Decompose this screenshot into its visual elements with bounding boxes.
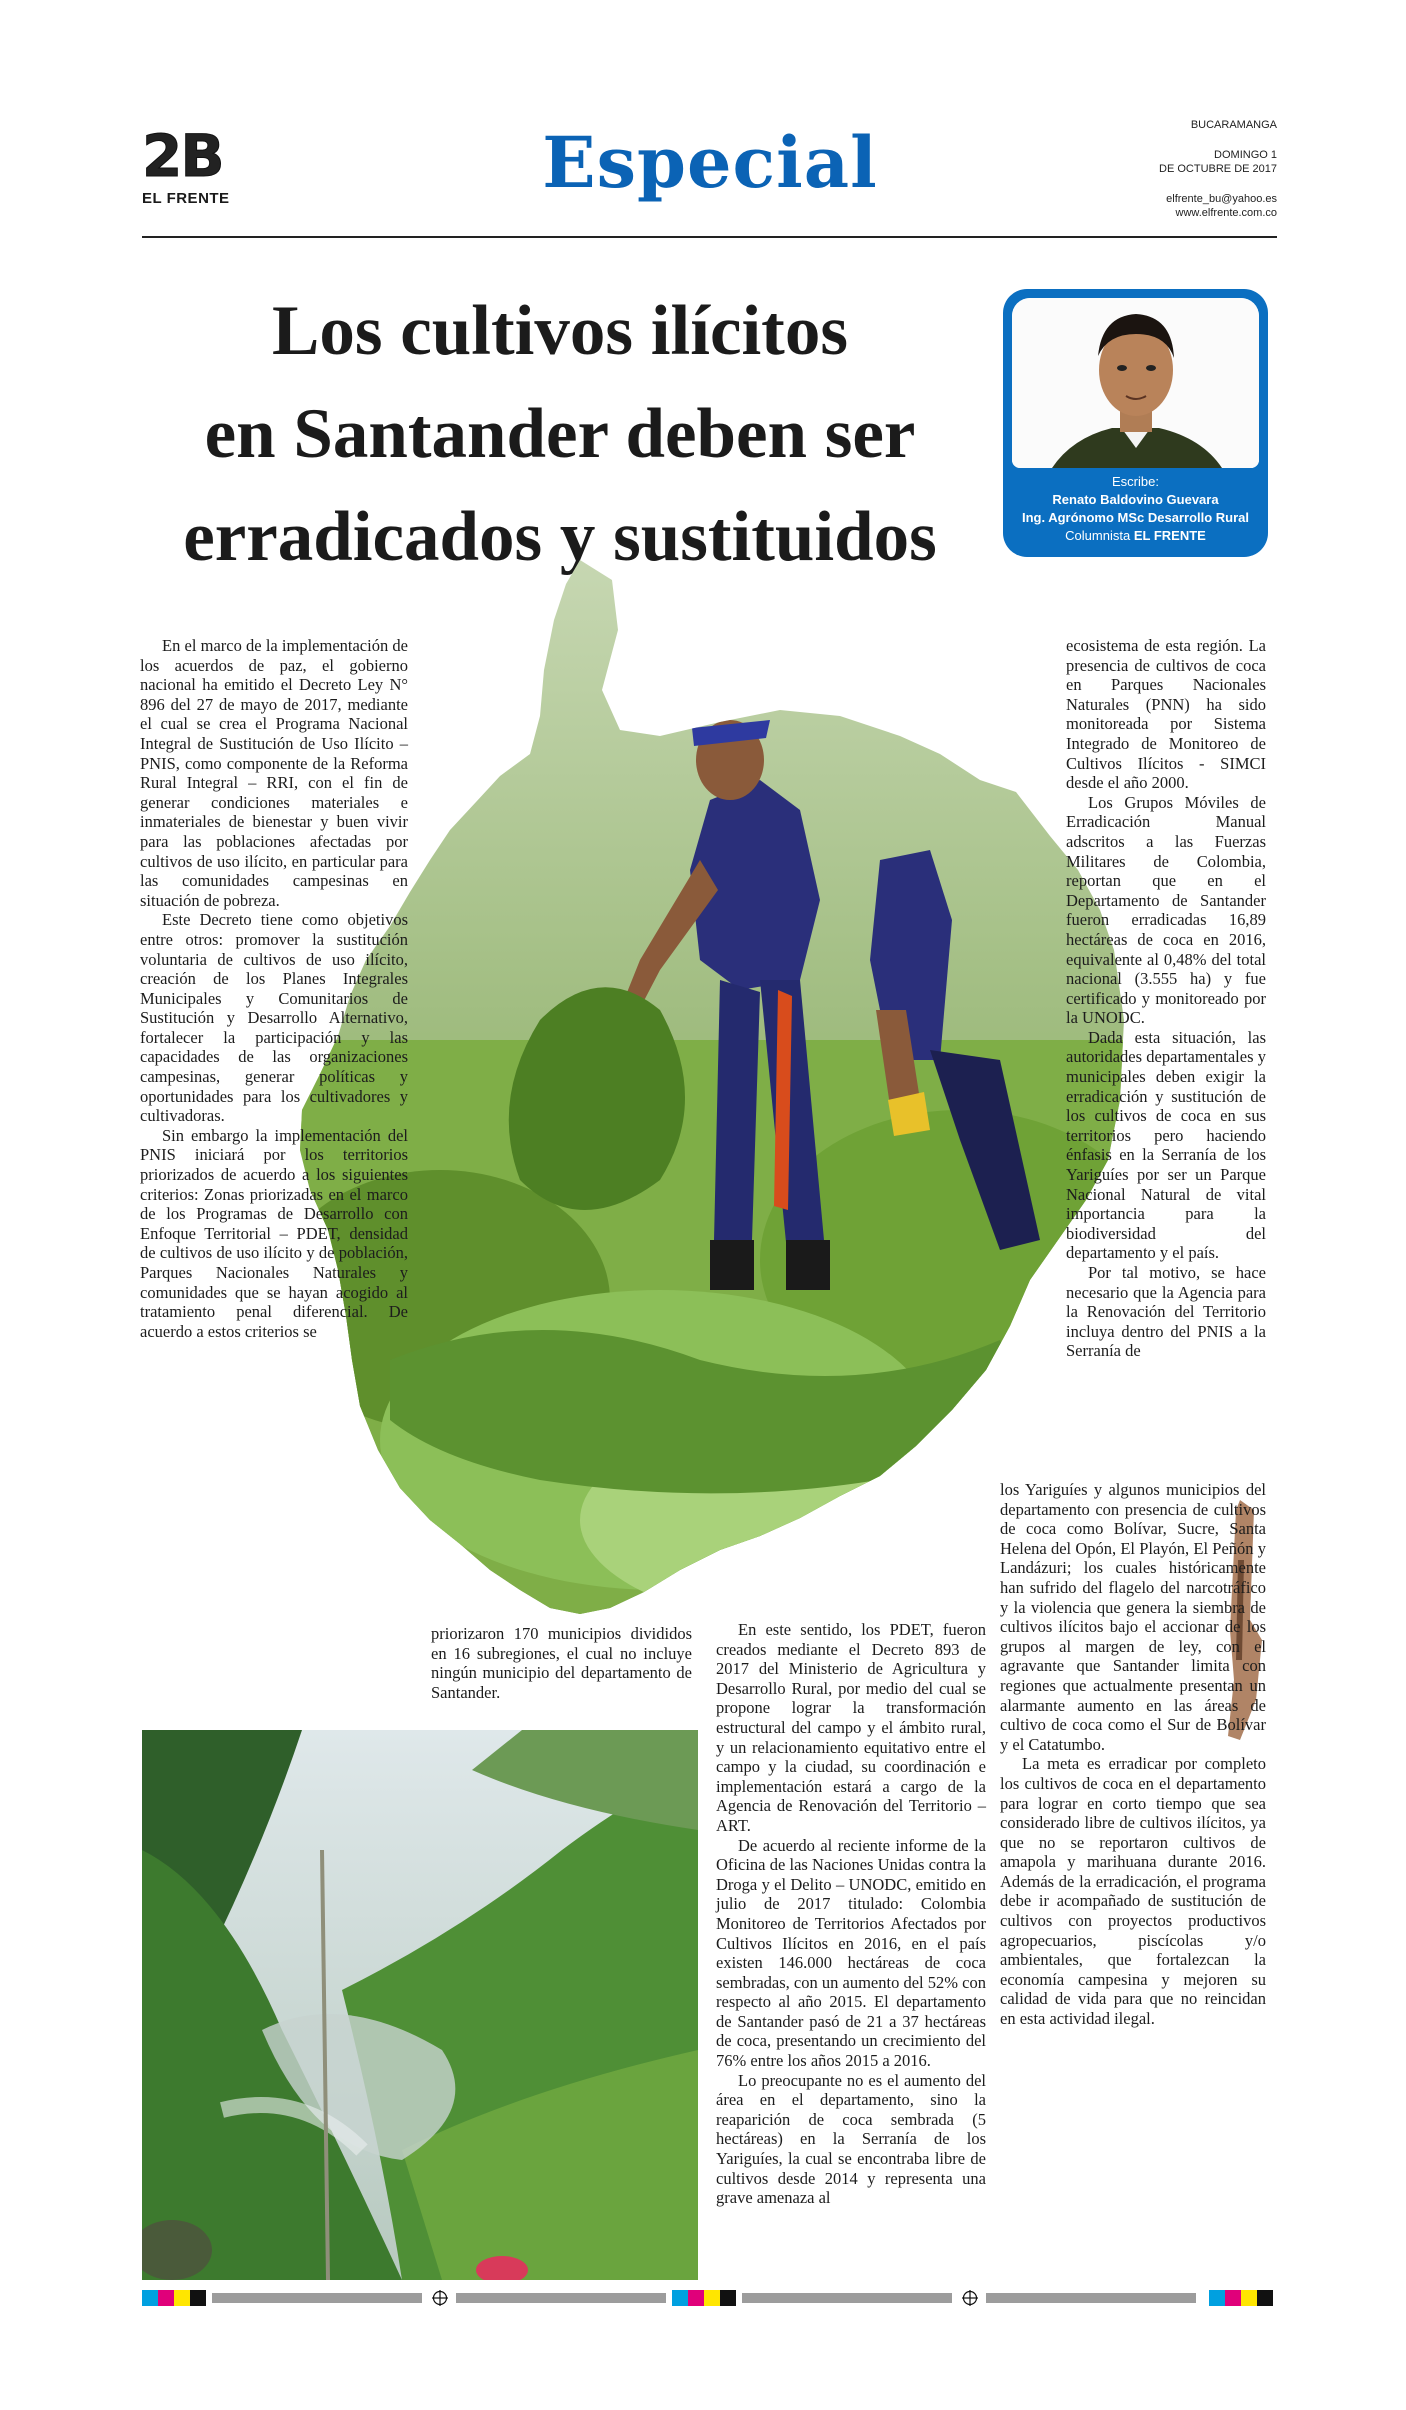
website[interactable]: www.elfrente.com.co (1175, 207, 1277, 219)
paragraph: Lo preocupante no es el aumento del área en el departamento, sino la reaparición de coca sembrada (5 hectáreas) en la Serranía de los Yariguíes, la cual se encontraba libre de cultivos desde 2014 y representa una grave amenaza al (716, 2070, 986, 2208)
article-column-1 (140, 636, 408, 1341)
paragraph: Sin embargo la implementación del PNIS iniciará por los territorios priorizados de acuerdo a los siguientes criterios: Zonas priorizadas en el marco de los Programas de Desarrollo con Enfoque Territorial – PDET, densidad de cultivos de uso ilícito y de población, Parques Nacionales Naturales y comunidades que se hayan acogido al tratamiento penal diferencial. De acuerdo a estos criterios se (140, 1125, 408, 1341)
date: DE OCTUBRE DE 2017 (1159, 163, 1277, 175)
page-number: 2B (142, 122, 223, 190)
section-title: Especial (542, 121, 878, 204)
paragraph: La meta es erradicar por completo los cultivos de coca en el departamento para lograr en corto tiempo que sea considerado libre de cultivos ilícitos, ya que no se reportaron cultivos de amapola y marihuana durante 2016. Además de la erradicación, el programa debe ir acompañado de sustitución de cultivos con proyectos productivos agropecuarios, piscícolas y/o ambientales, que fortalezcan la economía campesina y mejoren su calidad de vida para que no reincidan en esta actividad ilegal. (1000, 1754, 1266, 2029)
paragraph: Por tal motivo, se hace necesario que la Agencia para la Renovación del Territorio incluya dentro del PNIS a la Serranía de (1066, 1263, 1266, 1361)
registration-target-icon (432, 2290, 448, 2306)
black-swatch (1257, 2290, 1273, 2306)
author-name: Renato Baldovino Guevara (1052, 492, 1219, 507)
paper-name: EL FRENTE (142, 190, 230, 207)
paragraph: Dada esta situación, las autoridades departamentales y municipales deben exigir la erradicación y sustitución de los cultivos de coca en sus territorios pero haciendo énfasis en la Serranía de los Yariguíes por ser un Parque Nacional Natural de vital importancia para la biodiversidad del departamento y el país. (1066, 1027, 1266, 1263)
magenta-swatch (1225, 2290, 1241, 2306)
paragraph: En este sentido, los PDET, fueron creados mediante el Decreto 893 de 2017 del Ministerio de Agricultura y Desarrollo Rural, por medio del cual se propone lograr la transformación estructural del campo y el ámbito rural, y un relacionamiento equitativo entre el campo y la ciudad, su coordinación e implementación estará a cargo de la Agencia de Renovación del Territorio – ART. (716, 1620, 986, 1835)
article-column-2 (431, 1624, 692, 1702)
grey-bar (986, 2293, 1196, 2303)
author-title: Ing. Agrónomo MSc Desarrollo Rural (1021, 510, 1250, 525)
paragraph: los Yariguíes y algunos municipios del departamento con presencia de cultivos de coca como Bolívar, Sucre, Santa Helena del Opón, El Playón, El Peñón y Landázuri; los cuales históricamente han sufrido del flagelo del narcotráfico y la violencia que genera la siembra de cultivos ilícitos bajo el accionar de los grupos al margen de ley, con el agravante que Santander limita con regiones que actualmente presentan un alarmante aumento en las áreas de cultivo de coca como el Sur de Bolívar y el Catatumbo. (1000, 1480, 1266, 1754)
author-box (1003, 289, 1268, 557)
headline-line-1: Los cultivos ilícitos (272, 292, 848, 370)
email[interactable]: elfrente_bu@yahoo.es (1166, 193, 1277, 205)
yellow-swatch (704, 2290, 720, 2306)
author-role-paper: EL FRENTE (1133, 528, 1206, 543)
paragraph: En el marco de la implementación de los acuerdos de paz, el gobierno nacional ha emitido el Decreto Ley N° 896 del 27 de mayo de 2017, mediante el cual se crea el Programa Nacional Integral de Sustitución de Uso Ilícito – PNIS, como componente de la Reforma Rural Integral – RRI, con el fin de generar condiciones materiales e inmateriales de bienestar y buen vivir para las poblaciones afectadas por cultivos de uso ilícito, en particular para las comunidades campesinas en situación de pobreza. (140, 636, 408, 910)
article-column-4-top (1066, 636, 1266, 1361)
grey-bar (456, 2293, 666, 2303)
paragraph: priorizaron 170 municipios divididos en 16 subregiones, el cual no incluye ningún municipio del departamento de Santander. (431, 1624, 692, 1702)
cyan-swatch (1209, 2290, 1225, 2306)
day: DOMINGO 1 (1214, 149, 1277, 161)
author-label: Escribe: (1112, 474, 1159, 489)
grey-bar (212, 2293, 422, 2303)
author-photo (1012, 298, 1259, 468)
article-column-3 (716, 1620, 986, 2208)
article-column-4-bottom (1000, 1480, 1266, 2029)
header-rule (142, 236, 1277, 238)
author-role: Columnista (1065, 528, 1131, 543)
city: BUCARAMANGA (1190, 119, 1277, 131)
cyan-swatch (672, 2290, 688, 2306)
headline-line-3: erradicados y sustituidos (183, 498, 937, 576)
author-text (1003, 473, 1268, 545)
print-registration-bar (142, 2290, 1277, 2306)
cyan-swatch (142, 2290, 158, 2306)
magenta-swatch (688, 2290, 704, 2306)
magenta-swatch (158, 2290, 174, 2306)
grey-bar (742, 2293, 952, 2303)
yellow-swatch (174, 2290, 190, 2306)
paragraph: Este Decreto tiene como objetivos entre otros: promover la sustitución voluntaria de cultivos de uso ilícito, creación de los Planes Integrales Municipales y Comunitarios de Sustitución y Desarrollo Alternativo, fortalecer la participación y las capacidades de las organizaciones campesinas, generar políticas y oportunidades para los cultivadores y cultivadoras. (140, 910, 408, 1126)
registration-target-icon (962, 2290, 978, 2306)
paragraph: De acuerdo al reciente informe de la Oficina de las Naciones Unidas contra la Droga y el Delito – UNODC, emitido en julio de 2017 titulado: Colombia Monitoreo de Territorios Afectados por Cultivos Ilícitos en 2016, en el país existen 146.000 hectáreas de coca sembradas, con un aumento del 52% con respecto al año 2015. El departamento de Santander pasó de 21 a 37 hectáreas de coca, presentando un crecimiento del 76% entre los años 2015 a 2016. (716, 1835, 986, 2071)
headline-line-2: en Santander deben ser (204, 395, 916, 473)
paragraph: Los Grupos Móviles de Erradicación Manual adscritos a las Fuerzas Militares de Colombia, reportan que en el Departamento de Santander fueron erradicadas 16,89 hectáreas de coca en 2016, equivalente al 0,48% del total nacional (3.555 ha) y fue certificado y monitoreado por la UNODC. (1066, 792, 1266, 1028)
black-swatch (190, 2290, 206, 2306)
yellow-swatch (1241, 2290, 1257, 2306)
mountain-photo (142, 1730, 698, 2280)
paragraph: ecosistema de esta región. La presencia de cultivos de coca en Parques Nacionales Naturales (PNN) ha sido monitoreada por Sistema Integrado de Monitoreo de Cultivos Ilícitos - SIMCI desde el año 2000. (1066, 636, 1266, 793)
black-swatch (720, 2290, 736, 2306)
